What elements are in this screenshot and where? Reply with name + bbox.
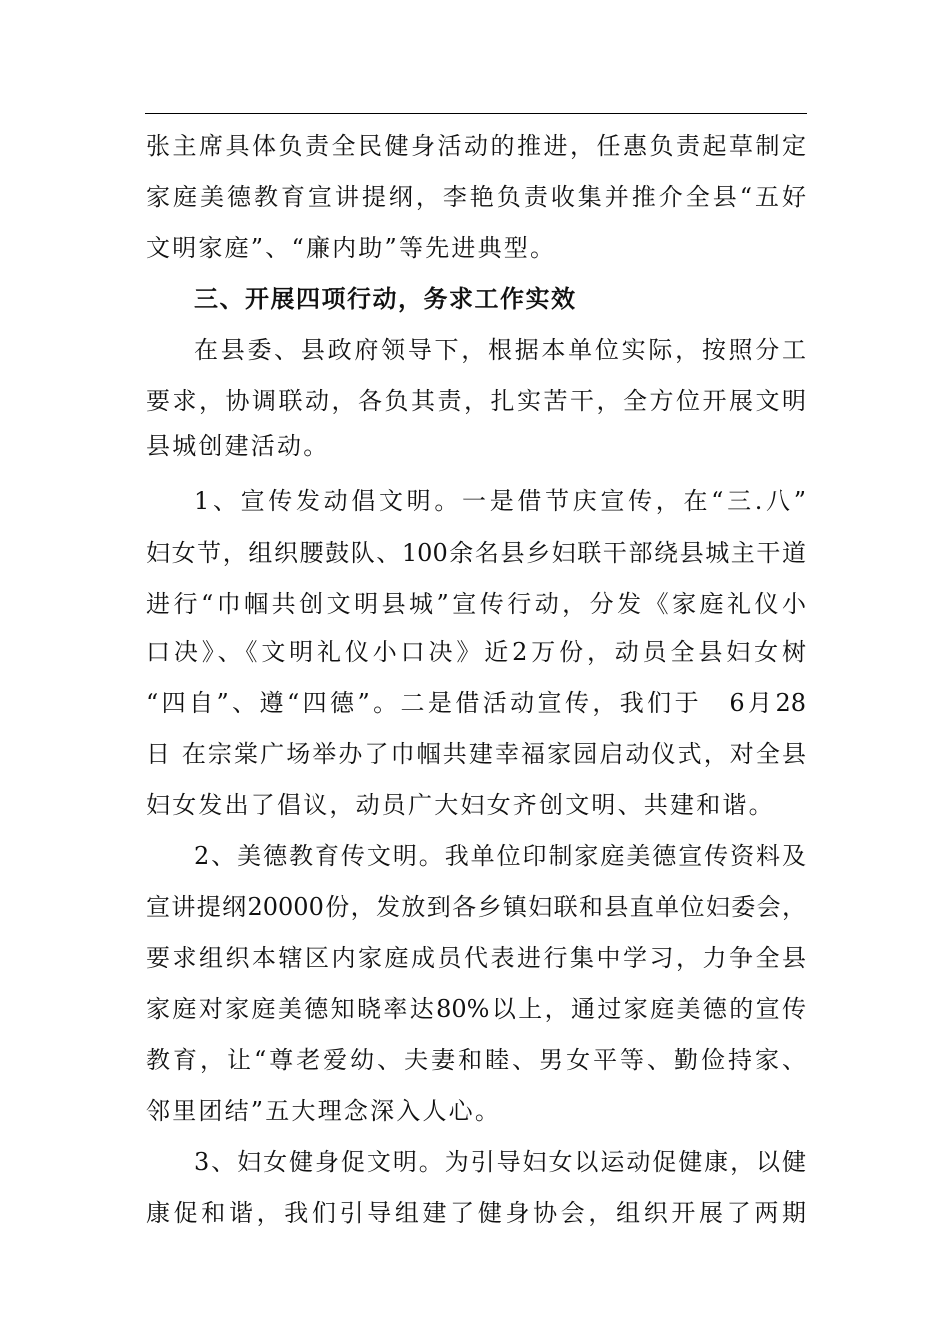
text-line-11: 口决》、《文明礼仪小口决》近2万份，动员全县妇女树 [146, 638, 806, 666]
text-line-7: 县城创建活动。 [146, 432, 330, 460]
text-line-21: 3、妇女健身促文明。为引导妇女以运动促健康，以健 [194, 1148, 806, 1176]
text-line-20: 邻里团结”五大理念深入人心。 [146, 1097, 502, 1125]
section-heading: 三、开展四项行动，务求工作实效 [194, 285, 577, 313]
text-line-5: 在县委、县政府领导下，根据本单位实际，按照分工 [194, 336, 806, 364]
header-rule [145, 113, 807, 114]
text-line-18: 家庭对家庭美德知晓率达80%以上，通过家庭美德的宣传 [146, 995, 806, 1023]
text-line-6: 要求，协调联动，各负其责，扎实苦干，全方位开展文明 [146, 387, 806, 415]
text-line-13: 日 在宗棠广场举办了巾帼共建幸福家园启动仪式，对全县 [146, 740, 806, 768]
text-line-14: 妇女发出了倡议，动员广大妇女齐创文明、共建和谐。 [146, 791, 775, 819]
text-line-15: 2、美德教育传文明。我单位印制家庭美德宣传资料及 [194, 842, 806, 870]
text-line-22: 康促和谐，我们引导组建了健身协会，组织开展了两期 [146, 1199, 806, 1227]
text-line-19: 教育，让“尊老爱幼、夫妻和睦、男女平等、勤俭持家、 [146, 1046, 806, 1074]
text-line-10: 进行“巾帼共创文明县城”宣传行动，分发《家庭礼仪小 [146, 590, 806, 618]
text-line-12: “四自”、遵“四德”。二是借活动宣传，我们于 6月28 [146, 689, 806, 717]
text-line-2: 家庭美德教育宣讲提纲，李艳负责收集并推介全县“五好 [146, 183, 806, 211]
text-line-1: 张主席具体负责全民健身活动的推进，任惠负责起草制定 [146, 132, 806, 160]
text-line-9: 妇女节，组织腰鼓队、100余名县乡妇联干部绕县城主干道 [146, 539, 806, 567]
text-line-3: 文明家庭”、“廉内助”等先进典型。 [146, 234, 557, 262]
text-line-16: 宣讲提纲20000份，发放到各乡镇妇联和县直单位妇委会， [146, 893, 806, 921]
text-line-8: 1、宣传发动倡文明。一是借节庆宣传，在“三.八” [194, 487, 806, 515]
text-line-17: 要求组织本辖区内家庭成员代表进行集中学习，力争全县 [146, 944, 806, 972]
